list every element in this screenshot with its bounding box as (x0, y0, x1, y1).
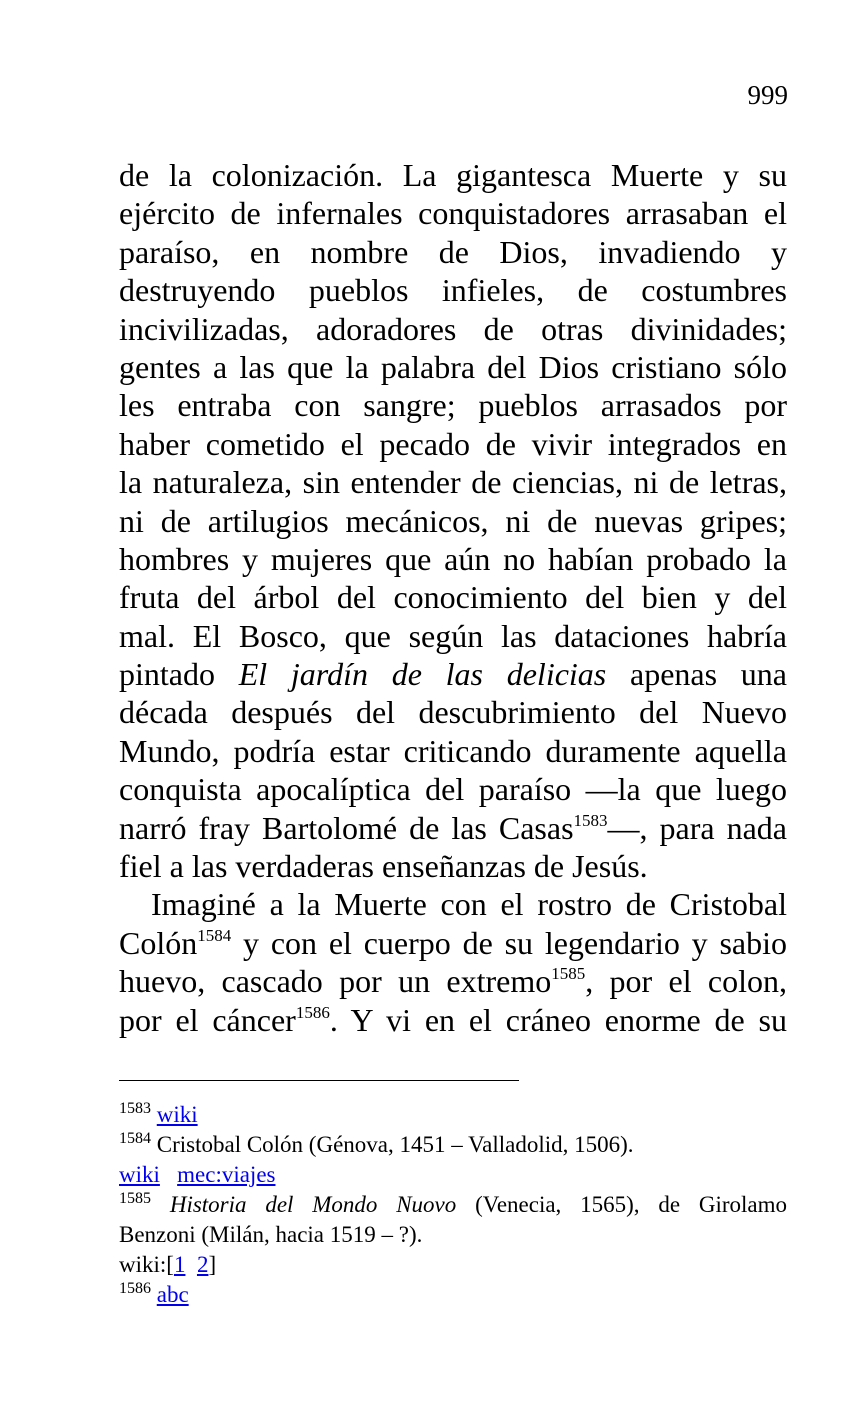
wiki-prefix: wiki:[ (119, 1252, 174, 1277)
footnotes (119, 1100, 787, 1310)
footnote-1584-links (119, 1160, 787, 1190)
body-text (119, 156, 787, 1039)
text-run: y con el cuerpo de su legendario y sabio (231, 924, 787, 961)
footnote-ref-1586: 1586 (295, 1002, 330, 1022)
wiki-link-1[interactable]: 1 (173, 1252, 186, 1277)
text-run: pintado (119, 656, 239, 693)
mec-viajes-link[interactable]: mec:viajes (177, 1162, 276, 1187)
footnote-ref-1585: 1585 (551, 964, 586, 984)
paragraph-2 (119, 885, 787, 1039)
text-line: conquista apocalíptica del paraíso —la que luego (119, 771, 787, 808)
footnote-ref-1583: 1583 (573, 810, 608, 830)
footnote-1585-cont: Benzoni (Milán, hacia 1519 – ?). (119, 1222, 423, 1247)
text-line: paraíso, en nombre de Dios, invadiendo y (119, 233, 787, 270)
footnote-1583 (119, 1100, 787, 1130)
text-line: Imaginé a la Muerte con el rostro de Cristobal (151, 886, 787, 923)
footnote-divider (119, 1080, 519, 1081)
text-line: hombres y mujeres que aún no habían probado la (119, 540, 787, 577)
text-run: huevo, cascado por un extremo (119, 963, 552, 1000)
footnote-number: 1586 (119, 1280, 151, 1297)
footnote-1585 (119, 1190, 787, 1220)
text-run: —, para nada (607, 809, 788, 846)
text-line (119, 809, 787, 847)
text-run: apenas una (606, 656, 788, 693)
footnote-number: 1585 (119, 1190, 151, 1207)
text-line (119, 1001, 787, 1039)
wiki-suffix: ] (208, 1252, 217, 1277)
abc-link[interactable]: abc (156, 1282, 189, 1307)
text-line: haber cometido el pecado de vivir integrados en (119, 425, 787, 462)
wiki-link[interactable]: wiki (119, 1162, 160, 1187)
text-line: ejército de infernales conquistadores arrasaban el (119, 195, 787, 232)
text-line: la naturaleza, sin entender de ciencias, ni de letras, (119, 464, 787, 501)
footnote-text: (Venecia, 1565), de Girolamo (456, 1192, 788, 1217)
text-run: . Y vi en el cráneo enorme de su (329, 1001, 788, 1038)
text-line: Mundo, podría estar criticando duramente aquella (119, 732, 787, 769)
footnote-number: 1583 (119, 1100, 151, 1117)
text-line (119, 962, 787, 1000)
text-run: narró fray Bartolomé de las Casas (119, 809, 574, 846)
text-line: década después del descubrimiento del Nuevo (119, 694, 787, 731)
text-line: fruta del árbol del conocimiento del bien y del (119, 579, 787, 616)
text-line: incivilizadas, adoradores de otras divinidades; (119, 310, 787, 347)
text-run: , por el colon, (585, 963, 787, 1000)
text-run: Colón (119, 924, 198, 961)
text-line: destruyendo pueblos infieles, de costumbres (119, 272, 787, 309)
wiki-link-2[interactable]: 2 (196, 1252, 209, 1277)
text-line: de la colonización. La gigantesca Muerte y su (119, 157, 787, 193)
paragraph-1 (119, 156, 787, 885)
footnote-text: Cristobal Colón (Génova, 1451 – Valladolid, 1506). (156, 1132, 634, 1157)
text-line: fiel a las verdaderas enseñanzas de Jesús. (119, 848, 648, 885)
text-line: ni de artilugios mecánicos, ni de nuevas gripes; (119, 502, 787, 539)
footnote-ref-1584: 1584 (197, 925, 232, 945)
text-line: mal. El Bosco, que según las dataciones habría (119, 617, 787, 654)
book-title: Historia del Mondo Nuovo (169, 1192, 457, 1217)
artwork-title: El jardín de las delicias (238, 656, 607, 693)
footnote-1586 (119, 1280, 787, 1310)
wiki-link[interactable]: wiki (156, 1102, 198, 1127)
text-run: por el cáncer (119, 1001, 296, 1038)
footnote-1584 (119, 1130, 787, 1160)
footnote-1585-links (119, 1250, 787, 1280)
text-line (119, 924, 787, 962)
text-line: gentes a las que la palabra del Dios cristiano sólo (119, 348, 787, 385)
page-number: 999 (747, 80, 788, 110)
footnote-number: 1584 (119, 1130, 151, 1147)
text-line (119, 655, 787, 693)
text-line: les entraba con sangre; pueblos arrasados por (119, 387, 787, 424)
